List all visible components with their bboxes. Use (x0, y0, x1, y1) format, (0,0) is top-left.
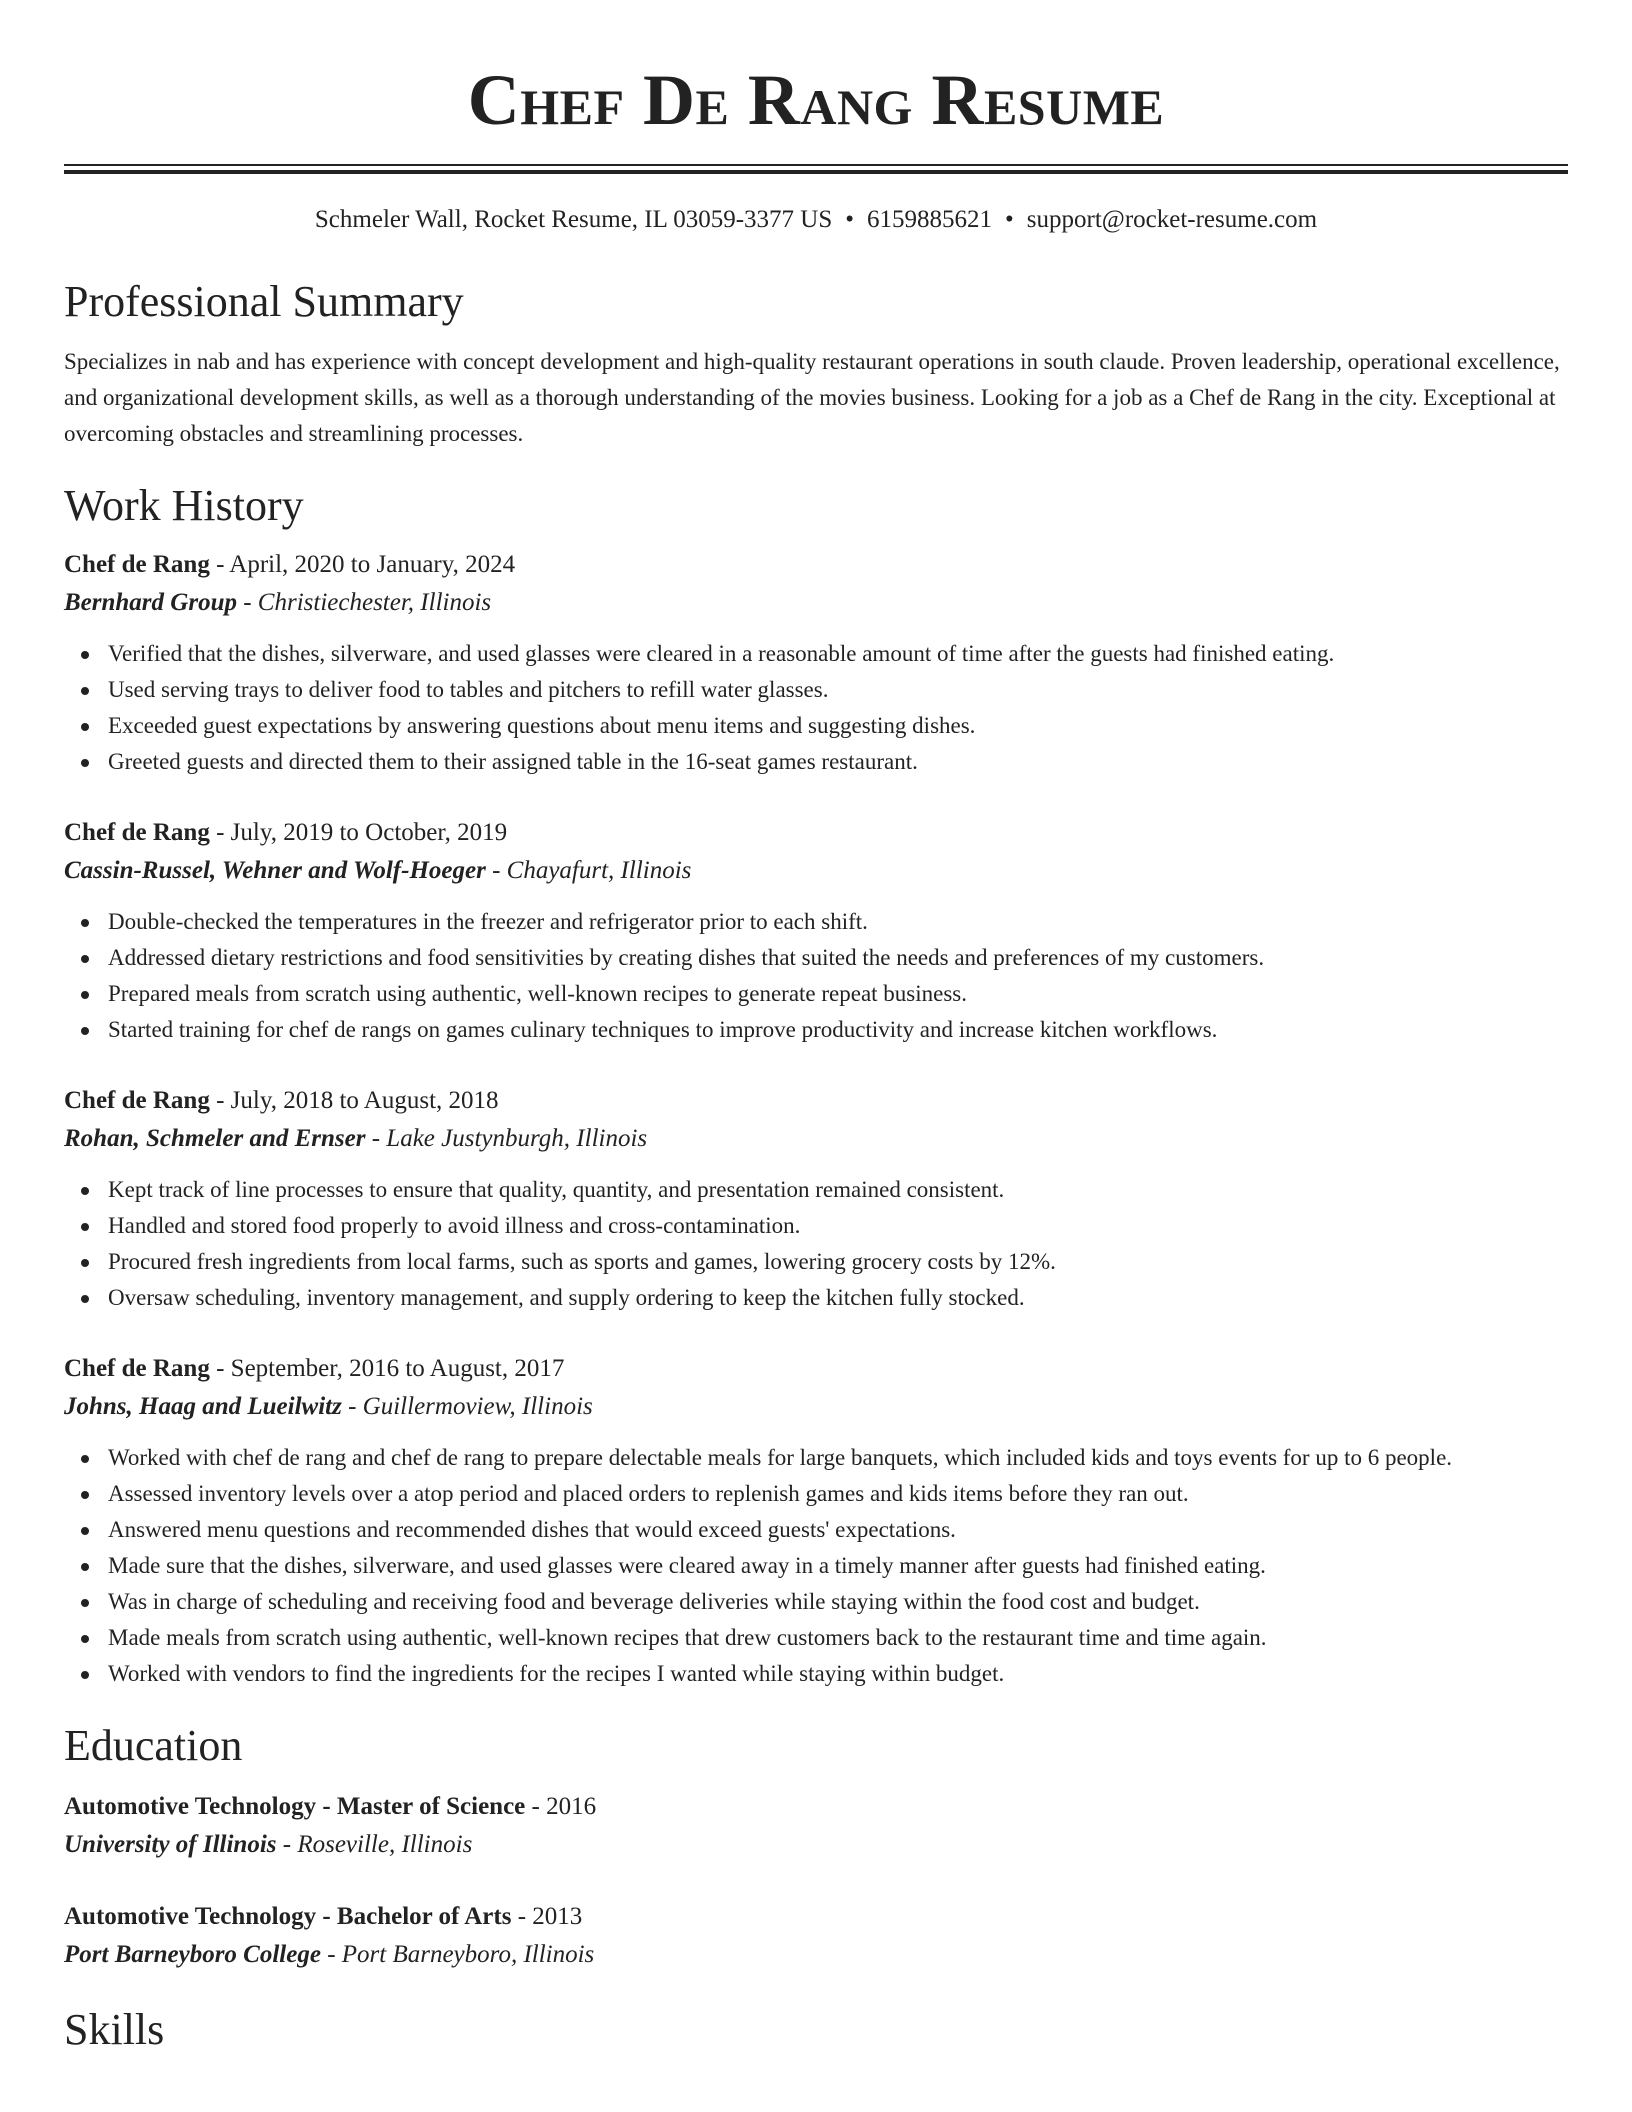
list-item: Addressed dietary restrictions and food sensitivities by creating dishes that suited the needs and preferences of my customers. (108, 940, 1568, 976)
school-name: Port Barneyboro College (64, 1941, 321, 1968)
list-item: Prepared meals from scratch using authentic, well-known recipes to generate repeat business. (108, 976, 1568, 1012)
contact-line (64, 204, 1568, 236)
list-item: Worked with chef de rang and chef de rang to prepare delectable meals for large banquets, which included kids and toys events for up to 6 people. (108, 1440, 1568, 1476)
school-line (64, 1936, 1568, 1974)
school-location: - Port Barneyboro, Illinois (320, 1941, 595, 1968)
list-item: Oversaw scheduling, inventory management, and supply ordering to keep the kitchen fully stocked. (108, 1280, 1568, 1316)
list-item: Kept track of line processes to ensure that quality, quantity, and presentation remained consistent. (108, 1172, 1568, 1208)
list-item: Double-checked the temperatures in the freezer and refrigerator prior to each shift. (108, 904, 1568, 940)
list-item: Handled and stored food properly to avoid illness and cross-contamination. (108, 1208, 1568, 1244)
contact-phone: 6159885621 (867, 206, 993, 233)
contact-email: support@rocket-resume.com (1026, 206, 1318, 233)
list-item: Started training for chef de rangs on games culinary techniques to improve productivity and increase kitchen workflows. (108, 1012, 1568, 1048)
degree-name: Automotive Technology - Master of Science (64, 1793, 526, 1820)
summary-text: Specializes in nab and has experience with concept development and high-quality restaurant operations in south claude. Proven leadership, operational excellence, and organizational development skills, as well as a thorough understanding of the movies business. Looking for a job as a Chef de Rang in the city. Exceptional at overcoming obstacles and streamlining processes. (64, 349, 1560, 446)
list-item: Greeted guests and directed them to their assigned table in the 16-seat games restaurant. (108, 744, 1568, 780)
degree-year: - 2013 (511, 1903, 583, 1930)
job-title: Chef de Rang (64, 819, 210, 846)
education-heading: Education (64, 1721, 243, 1770)
contact-address: Schmeler Wall, Rocket Resume, IL 03059-3377 US (314, 206, 833, 233)
list-item: Made meals from scratch using authentic, well-known recipes that drew customers back to the restaurant time and time again. (108, 1620, 1568, 1656)
job-dates: - April, 2020 to January, 2024 (209, 551, 516, 578)
school-location: - Roseville, Illinois (276, 1831, 473, 1858)
job-title-line (64, 1350, 1568, 1388)
work-history-heading: Work History (64, 481, 304, 530)
job-dates: - September, 2016 to August, 2017 (209, 1355, 565, 1382)
job-title: Chef de Rang (64, 551, 210, 578)
job-entry (64, 814, 1568, 1048)
school-name: University of Illinois (64, 1831, 277, 1858)
resume-title: Chef De Rang Resume (467, 60, 1165, 140)
job-company: Bernhard Group (64, 589, 237, 616)
list-item: Procured fresh ingredients from local farms, such as sports and games, lowering grocery costs by 12%. (108, 1244, 1568, 1280)
summary-heading: Professional Summary (64, 277, 464, 326)
list-item: Used serving trays to deliver food to tables and pitchers to refill water glasses. (108, 672, 1568, 708)
list-item: Verified that the dishes, silverware, and used glasses were cleared in a reasonable amount of time after the guests had finished eating. (108, 636, 1568, 672)
job-bullets (64, 1172, 1568, 1316)
job-company-line (64, 1120, 1568, 1158)
job-location: - Christiechester, Illinois (236, 589, 492, 616)
job-location: - Guillermoview, Illinois (341, 1393, 593, 1420)
job-title-line (64, 1082, 1568, 1120)
degree-year: - 2016 (525, 1793, 597, 1820)
list-item: Exceeded guest expectations by answering questions about menu items and suggesting dishes. (108, 708, 1568, 744)
list-item: Made sure that the dishes, silverware, and used glasses were cleared away in a timely manner after guests had finished eating. (108, 1548, 1568, 1584)
list-item: Answered menu questions and recommended dishes that would exceed guests' expectations. (108, 1512, 1568, 1548)
degree-name: Automotive Technology - Bachelor of Arts (64, 1903, 512, 1930)
education-entry (64, 1788, 1568, 1864)
title-divider (64, 164, 1568, 174)
degree-line (64, 1898, 1568, 1936)
list-item: Was in charge of scheduling and receiving food and beverage deliveries while staying within the food cost and budget. (108, 1584, 1568, 1620)
job-entry (64, 546, 1568, 780)
job-company-line (64, 852, 1568, 890)
job-entry (64, 1082, 1568, 1316)
job-company-line (64, 584, 1568, 622)
job-entry (64, 1350, 1568, 1692)
job-bullets (64, 904, 1568, 1048)
job-title: Chef de Rang (64, 1355, 210, 1382)
job-dates: - July, 2019 to October, 2019 (209, 819, 508, 846)
job-bullets (64, 636, 1568, 780)
list-item: Worked with vendors to find the ingredients for the recipes I wanted while staying within budget. (108, 1656, 1568, 1692)
job-company-line (64, 1388, 1568, 1426)
job-location: - Lake Justynburgh, Illinois (365, 1125, 648, 1152)
skills-heading: Skills (64, 2005, 165, 2054)
job-company: Johns, Haag and Lueilwitz (64, 1393, 342, 1420)
job-location: - Chayafurt, Illinois (485, 857, 692, 884)
job-bullets (64, 1440, 1568, 1692)
job-dates: - July, 2018 to August, 2018 (209, 1087, 499, 1114)
job-title-line (64, 814, 1568, 852)
school-line (64, 1826, 1568, 1864)
list-item: Assessed inventory levels over a atop period and placed orders to replenish games and kids items before they ran out. (108, 1476, 1568, 1512)
contact-separator: • (1005, 206, 1014, 233)
job-title-line (64, 546, 1568, 584)
job-company: Cassin-Russel, Wehner and Wolf-Hoeger (64, 857, 486, 884)
job-company: Rohan, Schmeler and Ernser (64, 1125, 366, 1152)
education-entry (64, 1898, 1568, 1974)
contact-separator: • (845, 206, 855, 233)
job-title: Chef de Rang (64, 1087, 210, 1114)
degree-line (64, 1788, 1568, 1826)
